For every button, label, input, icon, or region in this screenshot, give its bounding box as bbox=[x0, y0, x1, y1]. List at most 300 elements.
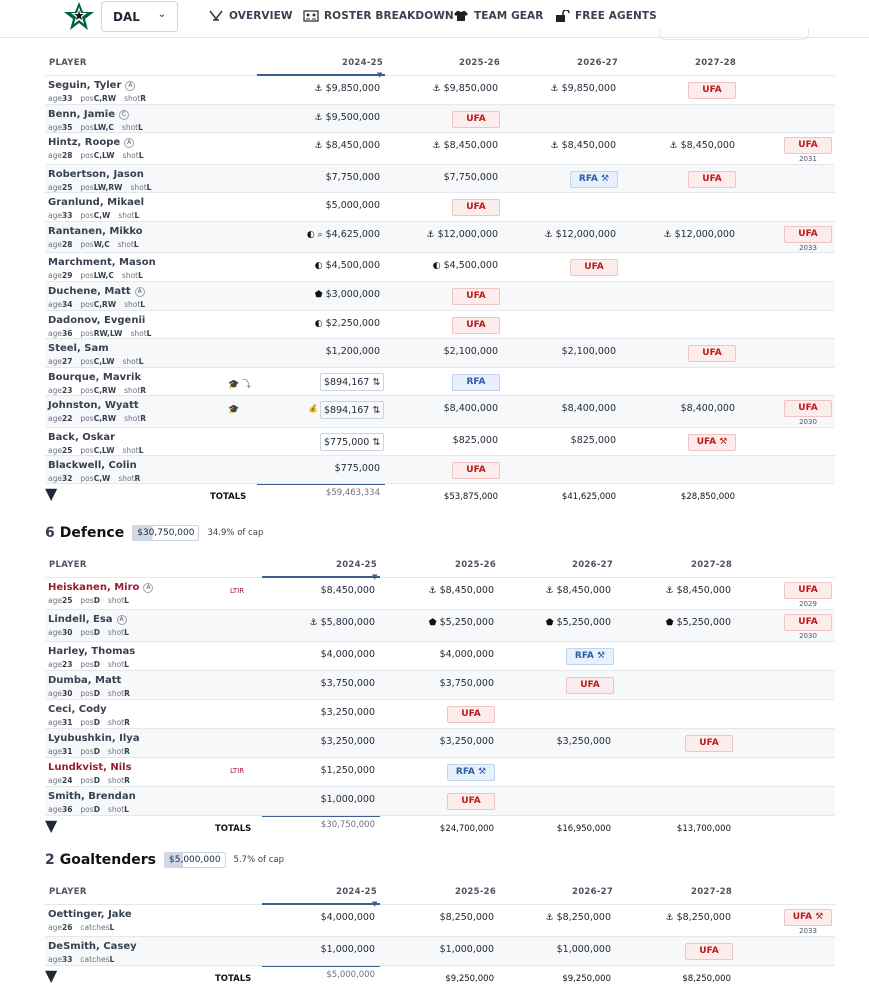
contract-status-tag[interactable]: UFA bbox=[452, 462, 500, 479]
position: posLW,C bbox=[80, 271, 114, 280]
salary-cell bbox=[326, 172, 380, 183]
player-info bbox=[48, 718, 138, 727]
player-row[interactable] bbox=[45, 578, 835, 610]
nav-overview-label: OVERVIEW bbox=[229, 10, 293, 22]
free-agency-year: 2029 bbox=[799, 600, 817, 608]
free-agency-tag[interactable]: UFA ⚒ bbox=[784, 909, 832, 926]
salary-value: $7,750,000 bbox=[325, 172, 380, 183]
handedness: shotR bbox=[124, 414, 147, 423]
ltir-icon: LTIR bbox=[230, 767, 245, 775]
player-name[interactable]: Dadonov, Evgenii bbox=[48, 315, 146, 326]
position: posC,LW bbox=[80, 151, 115, 160]
player-info bbox=[48, 123, 151, 132]
salary-value: $8,450,000 bbox=[676, 585, 731, 596]
salary-value: $1,000,000 bbox=[556, 944, 611, 955]
salary-value: $4,625,000 bbox=[325, 229, 380, 240]
salary-value: $9,850,000 bbox=[561, 83, 616, 94]
salary-value: $8,450,000 bbox=[561, 140, 616, 151]
player-row[interactable] bbox=[45, 787, 835, 816]
free-agency-tag[interactable]: UFA bbox=[784, 400, 832, 417]
salary-input[interactable]: $775,000 ⇅ bbox=[320, 433, 384, 451]
free-agency-year: 2033 bbox=[799, 244, 817, 252]
salary-value: $8,450,000 bbox=[320, 585, 375, 596]
column-2027-28[interactable]: 2027-28 bbox=[691, 887, 733, 897]
shield-icon: ⬟ bbox=[428, 618, 437, 628]
salary-cell bbox=[321, 678, 375, 689]
column-2026-27[interactable]: 2026-27 bbox=[572, 560, 614, 570]
salary-cell bbox=[571, 435, 616, 446]
age: age22 bbox=[48, 414, 73, 423]
player-row[interactable] bbox=[45, 456, 835, 484]
player-info bbox=[48, 689, 138, 698]
salary-value: $2,100,000 bbox=[443, 346, 498, 357]
totals-underline bbox=[257, 484, 385, 485]
player-row[interactable] bbox=[45, 222, 835, 253]
player-row[interactable] bbox=[45, 105, 835, 133]
salary-value: $775,000 bbox=[334, 463, 380, 474]
column-2025-26[interactable]: 2025-26 bbox=[455, 887, 497, 897]
age: age23 bbox=[48, 386, 73, 395]
salary-value: $4,000,000 bbox=[320, 912, 375, 923]
contract-status-tag[interactable]: UFA bbox=[688, 82, 736, 99]
salary-cell bbox=[315, 289, 380, 300]
captain-badge: A bbox=[117, 615, 127, 625]
player-name[interactable]: Dumba, Matt bbox=[48, 675, 122, 686]
goalies-cap-box: $5,000,000 bbox=[164, 852, 226, 868]
player-info bbox=[48, 628, 137, 637]
contract-status-tag[interactable]: RFA ⚒ bbox=[570, 171, 618, 188]
player-row[interactable] bbox=[45, 339, 835, 368]
totals-underline bbox=[262, 966, 380, 967]
salary-cell bbox=[321, 794, 375, 805]
player-row[interactable] bbox=[45, 642, 835, 671]
salary-value: $825,000 bbox=[452, 435, 498, 446]
column-player: PLAYER bbox=[49, 560, 87, 570]
player-row[interactable] bbox=[45, 133, 835, 165]
player-name[interactable]: Bourque, Mavrik bbox=[48, 372, 142, 383]
total-2027-28: $8,250,000 bbox=[682, 974, 731, 984]
free-agency-tag[interactable]: UFA bbox=[784, 582, 832, 599]
column-2024-25[interactable]: 2024-25 bbox=[336, 887, 378, 897]
player-row[interactable] bbox=[45, 758, 835, 787]
position: posD bbox=[80, 596, 100, 605]
column-2025-26[interactable]: 2025-26 bbox=[459, 58, 501, 68]
age: age33 bbox=[48, 955, 73, 964]
captain-badge: C bbox=[119, 110, 129, 120]
salary-cell bbox=[444, 346, 498, 357]
salary-cell bbox=[557, 944, 611, 955]
salary-cell bbox=[444, 172, 498, 183]
salary-value: $1,000,000 bbox=[320, 794, 375, 805]
salary-value: $8,450,000 bbox=[680, 140, 735, 151]
unlock-icon bbox=[554, 10, 570, 22]
table-header bbox=[45, 879, 835, 908]
captain-badge: A bbox=[135, 287, 145, 297]
handedness: shotL bbox=[107, 805, 129, 814]
handedness: shotL bbox=[107, 596, 129, 605]
contract-status-tag[interactable]: UFA bbox=[452, 288, 500, 305]
contract-status-tag[interactable]: UFA bbox=[447, 793, 495, 810]
salary-cell bbox=[444, 403, 498, 414]
salary-value: $8,450,000 bbox=[439, 585, 494, 596]
anchor-icon: ⚓ bbox=[428, 586, 437, 596]
salary-value: $3,250,000 bbox=[320, 736, 375, 747]
salary-cell bbox=[321, 707, 375, 718]
player-row[interactable] bbox=[45, 937, 835, 966]
salary-cell bbox=[335, 463, 380, 474]
forwards-table bbox=[45, 50, 835, 510]
contract-status-tag[interactable]: UFA bbox=[452, 199, 500, 216]
player-name[interactable]: Ceci, Cody bbox=[48, 704, 107, 715]
nav-team-gear[interactable] bbox=[453, 10, 543, 22]
handedness: shotR bbox=[107, 718, 130, 727]
anchor-icon: ⚓ bbox=[432, 141, 441, 151]
salary-value: $4,000,000 bbox=[439, 649, 494, 660]
anchor-icon: ⚓ bbox=[314, 141, 323, 151]
salary-value: $5,000,000 bbox=[325, 200, 380, 211]
salary-value: $8,450,000 bbox=[443, 140, 498, 151]
anchor-icon: ⚓ bbox=[544, 230, 553, 240]
handedness: shotL bbox=[122, 151, 144, 160]
salary-cell bbox=[551, 140, 616, 151]
shield-icon: ◐ bbox=[432, 261, 441, 271]
handedness: shotL bbox=[122, 357, 144, 366]
column-2024-25[interactable]: 2024-25 bbox=[342, 58, 384, 68]
salary-cell bbox=[544, 229, 616, 240]
age: age25 bbox=[48, 183, 73, 192]
salary-value: $3,750,000 bbox=[439, 678, 494, 689]
contract-status-tag[interactable]: UFA bbox=[688, 171, 736, 188]
free-agency-tag[interactable]: UFA bbox=[784, 137, 832, 154]
player-row[interactable] bbox=[45, 368, 835, 396]
salary-value: $3,000,000 bbox=[325, 289, 380, 300]
nav-free-agents[interactable] bbox=[554, 10, 657, 22]
anchor-icon: ⚓ bbox=[545, 586, 554, 596]
anchor-icon: ⚓ bbox=[550, 141, 559, 151]
salary-value: $5,250,000 bbox=[556, 617, 611, 628]
salary-value: $5,250,000 bbox=[439, 617, 494, 628]
age: age31 bbox=[48, 747, 73, 756]
player-name[interactable]: Hintz, Roope A bbox=[48, 137, 134, 148]
salary-cell bbox=[307, 229, 380, 240]
player-name[interactable]: Johnston, Wyatt bbox=[48, 400, 139, 411]
salary-cell bbox=[321, 585, 375, 596]
player-row[interactable] bbox=[45, 610, 835, 642]
total-2024-25: $5,000,000 bbox=[326, 970, 375, 980]
stars-logo[interactable] bbox=[60, 0, 98, 32]
salary-cell bbox=[429, 617, 494, 628]
handedness: shotL bbox=[124, 300, 146, 309]
captain-badge: A bbox=[125, 81, 135, 91]
salary-cell bbox=[433, 140, 498, 151]
player-name[interactable]: Granlund, Mikael bbox=[48, 197, 145, 208]
sort-caret-icon: ▼ bbox=[45, 816, 58, 835]
salary-value: $4,500,000 bbox=[325, 260, 380, 271]
salary-cell bbox=[440, 736, 494, 747]
handedness: shotL bbox=[130, 329, 152, 338]
player-info bbox=[48, 660, 137, 669]
salary-cell bbox=[326, 200, 380, 211]
salary-cell bbox=[440, 912, 494, 923]
shield-icon: ◐ bbox=[314, 319, 323, 329]
position: posW,C bbox=[80, 240, 110, 249]
handedness: shotR bbox=[124, 94, 147, 103]
defence-cap-pct: 34.9% of cap bbox=[207, 528, 264, 538]
contract-status-tag[interactable]: UFA bbox=[685, 735, 733, 752]
free-agency-year: 2030 bbox=[799, 632, 817, 640]
player-row[interactable] bbox=[45, 253, 835, 282]
salary-value: $9,850,000 bbox=[325, 83, 380, 94]
position: posC,W bbox=[80, 211, 111, 220]
player-row[interactable] bbox=[45, 165, 835, 193]
free-agency-tag[interactable]: UFA bbox=[784, 226, 832, 243]
salary-cell bbox=[440, 678, 494, 689]
salary-input[interactable]: $894,167 ⇅ bbox=[320, 401, 384, 419]
player-name[interactable]: Duchene, Matt A bbox=[48, 286, 145, 297]
player-row[interactable] bbox=[45, 700, 835, 729]
total-2026-27: $9,250,000 bbox=[562, 974, 611, 984]
nav-roster-breakdown[interactable] bbox=[303, 10, 454, 22]
player-name[interactable]: Smith, Brendan bbox=[48, 791, 136, 802]
player-info bbox=[48, 414, 154, 423]
position: posD bbox=[80, 776, 100, 785]
handedness: shotR bbox=[124, 386, 147, 395]
salary-value: $3,250,000 bbox=[320, 707, 375, 718]
salary-cell bbox=[433, 83, 498, 94]
column-2024-25[interactable]: 2024-25 bbox=[336, 560, 378, 570]
contract-status-tag[interactable]: UFA bbox=[566, 677, 614, 694]
salary-value: $8,400,000 bbox=[561, 403, 616, 414]
total-2024-25: $30,750,000 bbox=[320, 820, 375, 830]
player-name[interactable]: Oettinger, Jake bbox=[48, 909, 132, 920]
salary-cell bbox=[666, 912, 731, 923]
player-name[interactable]: Harley, Thomas bbox=[48, 646, 136, 657]
salary-value: $12,000,000 bbox=[437, 229, 498, 240]
column-2026-27[interactable]: 2026-27 bbox=[572, 887, 614, 897]
anchor-icon: ⚓ bbox=[669, 141, 678, 151]
column-player: PLAYER bbox=[49, 887, 87, 897]
contract-status-tag[interactable]: UFA ⚒ bbox=[688, 434, 736, 451]
salary-value: $1,250,000 bbox=[320, 765, 375, 776]
salary-value: $12,000,000 bbox=[674, 229, 735, 240]
player-row[interactable] bbox=[45, 729, 835, 758]
defence-table bbox=[45, 552, 835, 842]
player-info bbox=[48, 271, 151, 280]
age: age25 bbox=[48, 596, 73, 605]
player-info bbox=[48, 240, 147, 249]
salary-cell bbox=[321, 649, 375, 660]
contract-status-tag[interactable]: UFA bbox=[452, 317, 500, 334]
player-row[interactable] bbox=[45, 671, 835, 700]
column-2027-28[interactable]: 2027-28 bbox=[695, 58, 737, 68]
handedness: shotL bbox=[117, 240, 139, 249]
defence-title: Defence bbox=[59, 525, 125, 541]
player-row[interactable] bbox=[45, 905, 835, 937]
player-name[interactable]: Lundkvist, Nils bbox=[48, 762, 132, 773]
contract-status-tag[interactable]: UFA bbox=[570, 259, 618, 276]
roster-icon bbox=[303, 10, 319, 22]
player-info bbox=[48, 923, 122, 932]
anchor-icon: ⚓ bbox=[665, 913, 674, 923]
salary-cell bbox=[321, 944, 375, 955]
column-2025-26[interactable]: 2025-26 bbox=[455, 560, 497, 570]
player-info bbox=[48, 776, 138, 785]
salary-value: $3,250,000 bbox=[439, 736, 494, 747]
salary-cell bbox=[546, 912, 611, 923]
age: age33 bbox=[48, 94, 73, 103]
salary-cell bbox=[666, 617, 731, 628]
contract-status-tag[interactable]: UFA bbox=[452, 111, 500, 128]
salary-value: $3,250,000 bbox=[556, 736, 611, 747]
column-2026-27[interactable]: 2026-27 bbox=[577, 58, 619, 68]
salary-value: $8,400,000 bbox=[443, 403, 498, 414]
age: age26 bbox=[48, 923, 73, 932]
handedness: shotL bbox=[107, 628, 129, 637]
contract-status-tag[interactable]: RFA bbox=[452, 374, 500, 391]
player-row[interactable] bbox=[45, 193, 835, 222]
free-agency-year: 2030 bbox=[799, 418, 817, 426]
salary-value: $9,500,000 bbox=[325, 112, 380, 123]
player-info bbox=[48, 446, 152, 455]
player-name[interactable]: Back, Oskar bbox=[48, 432, 116, 443]
salary-value: $7,750,000 bbox=[443, 172, 498, 183]
position: posC,LW bbox=[80, 446, 115, 455]
anchor-icon: ⚓ bbox=[426, 230, 435, 240]
shield-icon: ⬟ bbox=[314, 290, 323, 300]
player-info bbox=[48, 300, 153, 309]
totals-underline bbox=[262, 816, 380, 817]
contract-status-tag[interactable]: UFA bbox=[685, 943, 733, 960]
prospect-icon: 🎓 ⤵ bbox=[228, 380, 252, 390]
player-name[interactable]: DeSmith, Casey bbox=[48, 941, 137, 952]
player-info bbox=[48, 357, 152, 366]
anchor-icon: ⚓ bbox=[432, 84, 441, 94]
player-name[interactable]: Robertson, Jason bbox=[48, 169, 144, 180]
player-name[interactable]: Lyubushkin, Ilya bbox=[48, 733, 140, 744]
salary-value: $8,250,000 bbox=[556, 912, 611, 923]
handedness: catchesL bbox=[80, 923, 115, 932]
money-bag-icon: 💰 bbox=[308, 404, 318, 413]
anchor-icon: ⚓ bbox=[314, 113, 323, 123]
salary-value: $1,200,000 bbox=[325, 346, 380, 357]
salary-value: $8,250,000 bbox=[676, 912, 731, 923]
handedness: shotL bbox=[107, 660, 129, 669]
handedness: shotR bbox=[118, 474, 141, 483]
team-select[interactable] bbox=[101, 1, 178, 32]
salary-value: $12,000,000 bbox=[555, 229, 616, 240]
player-info bbox=[48, 183, 159, 192]
total-2027-28: $28,850,000 bbox=[680, 492, 735, 502]
goalies-count: 2 bbox=[45, 852, 55, 868]
age: age35 bbox=[48, 123, 73, 132]
player-row[interactable] bbox=[45, 311, 835, 339]
table-header bbox=[45, 552, 835, 581]
salary-cell bbox=[429, 585, 494, 596]
age: age31 bbox=[48, 718, 73, 727]
age: age28 bbox=[48, 240, 73, 249]
contract-status-tag[interactable]: RFA ⚒ bbox=[566, 648, 614, 665]
player-name[interactable]: Lindell, Esa A bbox=[48, 614, 127, 625]
position: posC,RW bbox=[80, 386, 117, 395]
salary-value: $4,500,000 bbox=[443, 260, 498, 271]
total-2024-25: $59,463,334 bbox=[325, 488, 380, 498]
salary-cell bbox=[315, 112, 380, 123]
handedness: shotR bbox=[107, 747, 130, 756]
nav-overview[interactable] bbox=[208, 10, 293, 22]
totals-row bbox=[45, 484, 835, 510]
salary-input[interactable]: $894,167 ⇅ bbox=[320, 373, 384, 391]
player-name[interactable]: Marchment, Mason bbox=[48, 257, 156, 268]
salary-cell bbox=[562, 403, 616, 414]
salary-cell bbox=[666, 585, 731, 596]
player-info bbox=[48, 805, 137, 814]
position: posLW,RW bbox=[80, 183, 123, 192]
captain-badge: A bbox=[143, 583, 153, 593]
salary-value: $8,250,000 bbox=[439, 912, 494, 923]
contract-status-tag[interactable]: RFA ⚒ bbox=[447, 764, 495, 781]
position: posD bbox=[80, 628, 100, 637]
goalies-table bbox=[45, 879, 835, 992]
player-name[interactable]: Blackwell, Colin bbox=[48, 460, 137, 471]
handedness: catchesL bbox=[80, 955, 115, 964]
sort-caret-icon: ▼ bbox=[377, 71, 383, 79]
player-row[interactable] bbox=[45, 396, 835, 428]
player-name[interactable]: Steel, Sam bbox=[48, 343, 109, 354]
age: age34 bbox=[48, 300, 73, 309]
total-2026-27: $16,950,000 bbox=[556, 824, 611, 834]
sort-caret-icon: ▼ bbox=[45, 484, 58, 503]
position: posC,RW bbox=[80, 94, 117, 103]
salary-cell bbox=[546, 617, 611, 628]
free-agency-tag[interactable]: UFA bbox=[784, 614, 832, 631]
salary-cell bbox=[546, 585, 611, 596]
salary-cell bbox=[315, 140, 380, 151]
column-2027-28[interactable]: 2027-28 bbox=[691, 560, 733, 570]
salary-value: $4,000,000 bbox=[320, 649, 375, 660]
nav-team-gear-label: TEAM GEAR bbox=[474, 10, 544, 22]
player-row[interactable] bbox=[45, 282, 835, 311]
totals-label: TOTALS bbox=[215, 974, 252, 984]
ltir-icon: LTIR bbox=[230, 587, 245, 595]
age: age36 bbox=[48, 805, 73, 814]
player-row[interactable] bbox=[45, 76, 835, 105]
totals-label: TOTALS bbox=[215, 824, 252, 834]
position: posC,RW bbox=[80, 414, 117, 423]
position: posD bbox=[80, 689, 100, 698]
player-name[interactable]: Benn, Jamie C bbox=[48, 109, 129, 120]
player-name[interactable]: Seguin, Tyler A bbox=[48, 80, 135, 91]
age: age30 bbox=[48, 689, 73, 698]
age: age25 bbox=[48, 446, 73, 455]
salary-cell bbox=[453, 435, 498, 446]
player-info bbox=[48, 94, 154, 103]
anchor-icon: ⚓ bbox=[545, 913, 554, 923]
player-row[interactable] bbox=[45, 428, 835, 456]
salary-cell bbox=[663, 229, 735, 240]
salary-value: $5,250,000 bbox=[676, 617, 731, 628]
salary-cell bbox=[557, 736, 611, 747]
table-header bbox=[45, 50, 835, 79]
contract-status-tag[interactable]: UFA bbox=[447, 706, 495, 723]
age: age36 bbox=[48, 329, 73, 338]
salary-cell bbox=[562, 346, 616, 357]
anchor-icon: ⚓ bbox=[663, 230, 672, 240]
player-name[interactable]: Rantanen, Mikko bbox=[48, 226, 143, 237]
player-name[interactable]: Heiskanen, Miro A bbox=[48, 582, 153, 593]
sort-caret-icon: ▼ bbox=[45, 966, 58, 985]
shield-icon: ⬟ bbox=[665, 618, 674, 628]
contract-status-tag[interactable]: UFA bbox=[688, 345, 736, 362]
